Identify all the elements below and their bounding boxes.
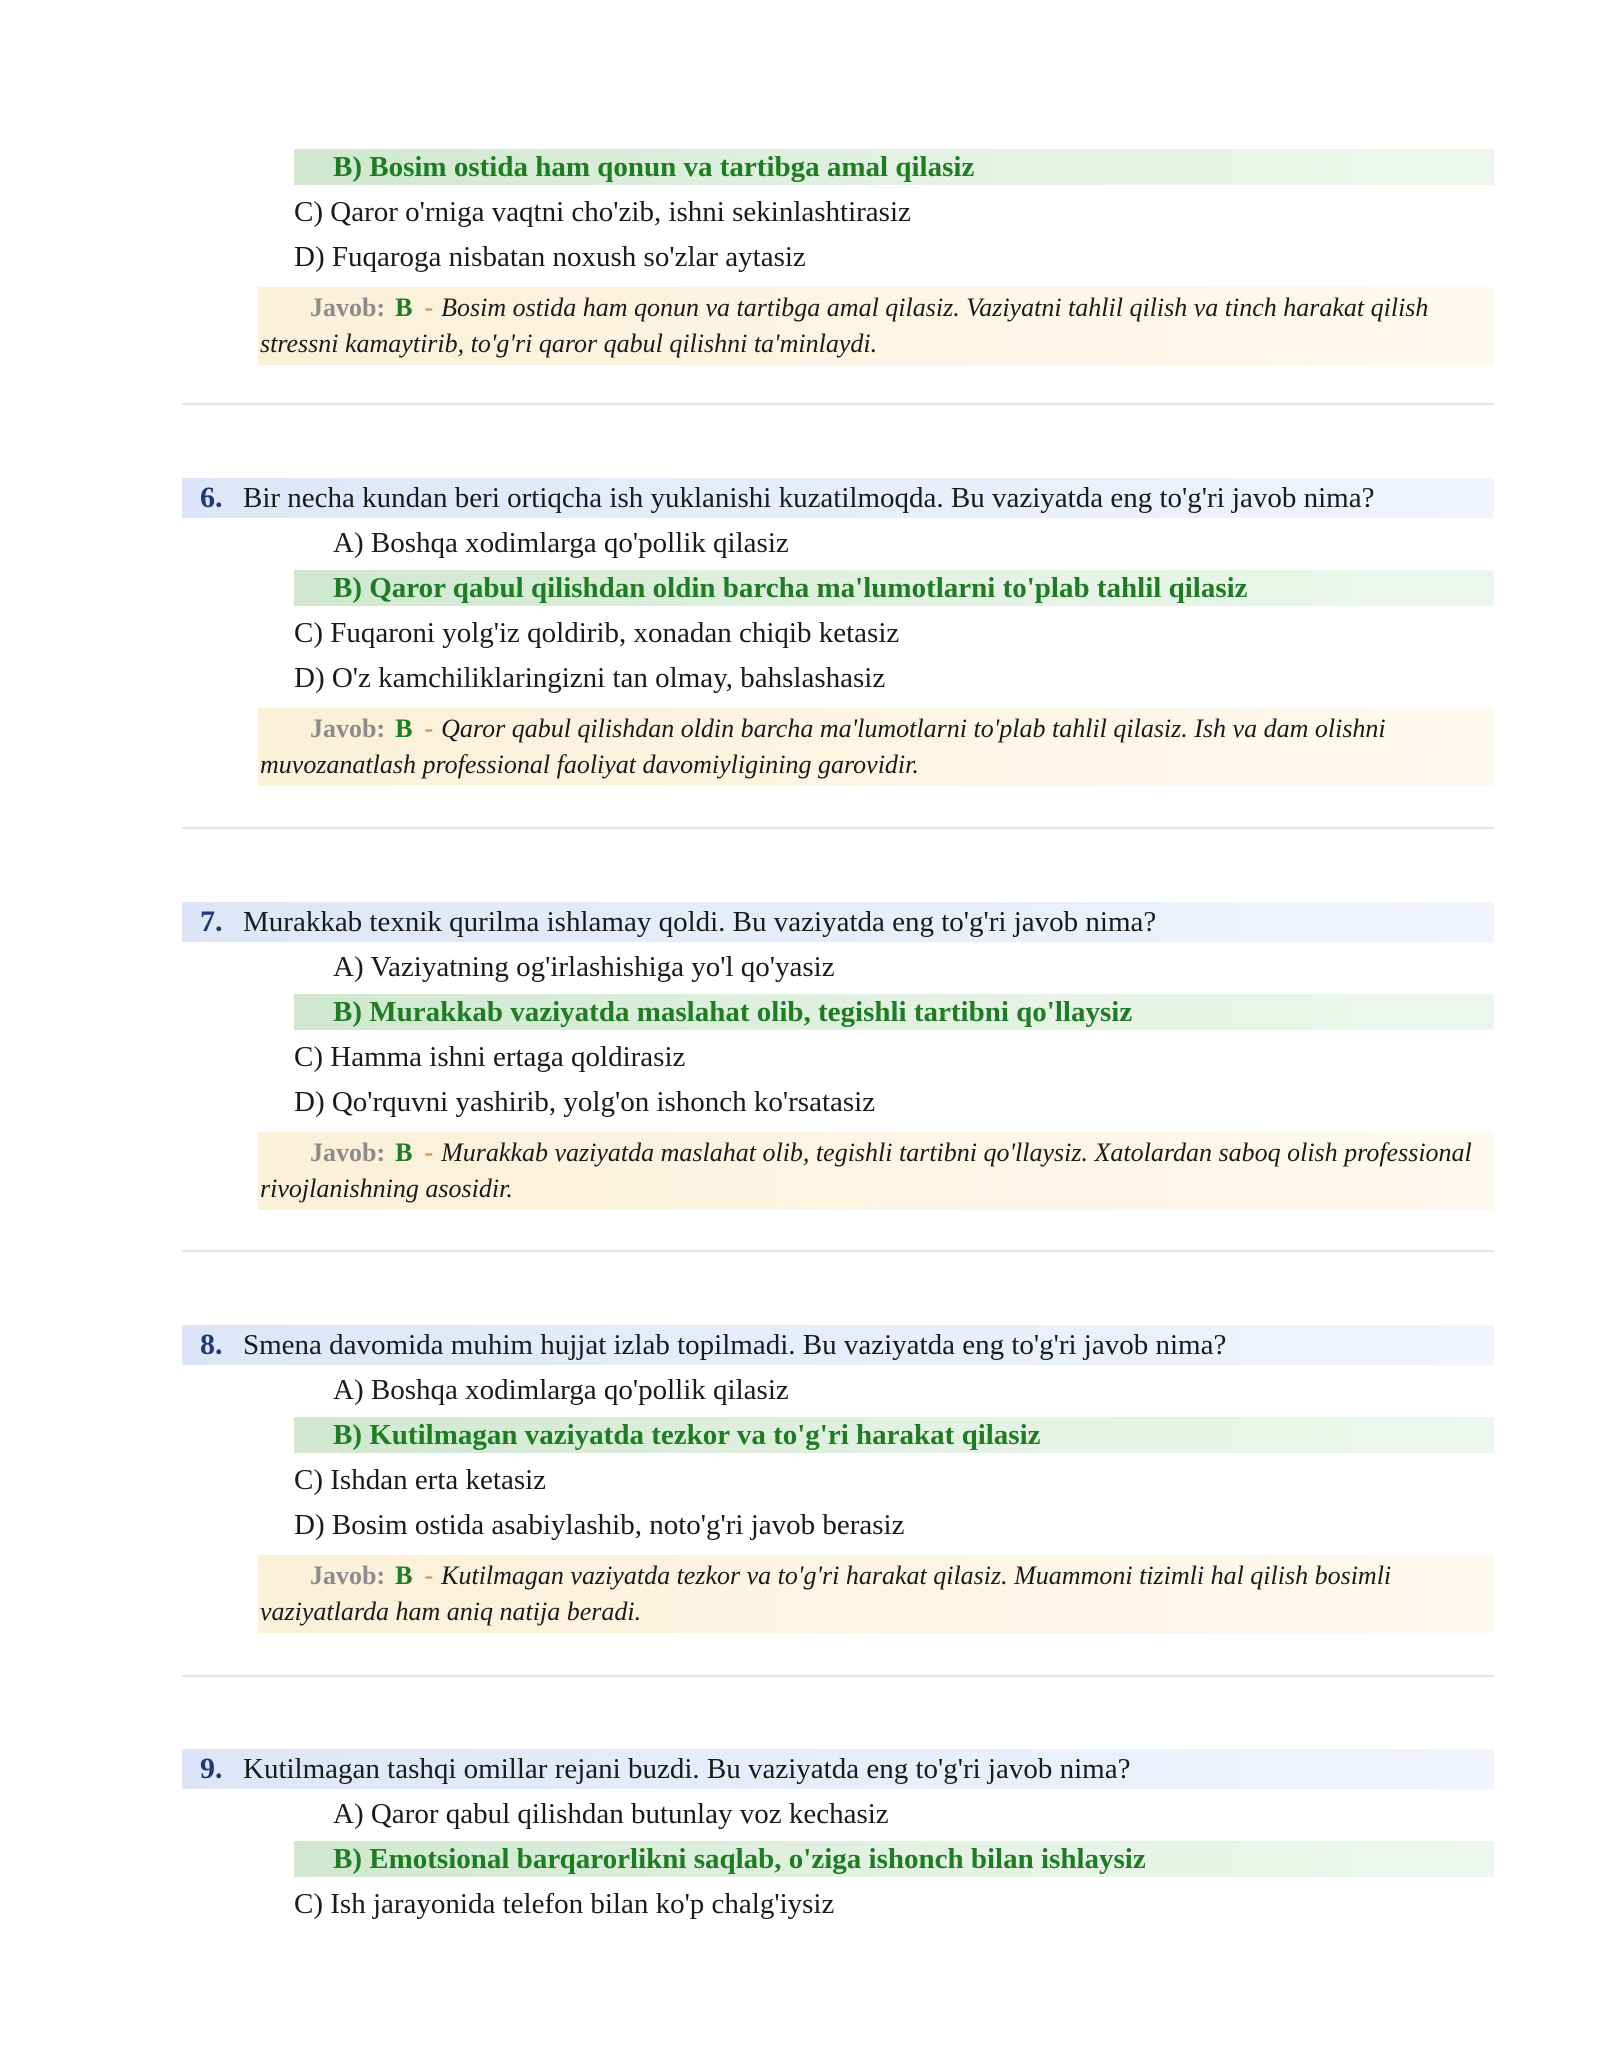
- question-text: Smena davomida muhim hujjat izlab topilmadi. Bu vaziyatda eng to'g'ri javob nima?: [243, 1329, 1227, 1361]
- answer-explanation: Qaror qabul qilishdan oldin barcha ma'lumotlarni to'plab tahlil qilasiz. Ish va dam olishni muvozanatlash professional faoliyat davomiyligining garovidir.: [260, 714, 1386, 779]
- question-number: 9.: [200, 1752, 223, 1785]
- divider: [182, 1250, 1494, 1252]
- question-text: Bir necha kundan beri ortiqcha ish yuklanishi kuzatilmoqda. Bu vaziyatda eng to'g'ri javob nima?: [243, 482, 1375, 514]
- question-number: 7.: [200, 905, 223, 938]
- option-b-correct: B) Bosim ostida ham qonun va tartibga amal qilasiz: [294, 149, 1494, 185]
- answer-box: [258, 1555, 1494, 1633]
- answer-letter: B: [395, 293, 413, 322]
- answer-label: Javob:: [310, 1561, 386, 1590]
- option-b-correct: B) Kutilmagan vaziyatda tezkor va to'g'ri harakat qilasiz: [294, 1417, 1494, 1453]
- question-number: 8.: [200, 1328, 223, 1361]
- option-b-correct: B) Murakkab vaziyatda maslahat olib, tegishli tartibni qo'llaysiz: [294, 994, 1494, 1030]
- answer-dash: -: [424, 293, 434, 322]
- divider: [182, 1675, 1494, 1677]
- option-c: C) Fuqaroni yolg'iz qoldirib, xonadan chiqib ketasiz: [294, 617, 900, 649]
- answer-box: [258, 1132, 1494, 1210]
- option-a: A) Boshqa xodimlarga qo'pollik qilasiz: [333, 527, 789, 559]
- answer-dash: -: [424, 714, 434, 743]
- option-b-correct: B) Qaror qabul qilishdan oldin barcha ma'lumotlarni to'plab tahlil qilasiz: [294, 570, 1494, 606]
- answer-dash: -: [424, 1561, 434, 1590]
- answer-explanation: Bosim ostida ham qonun va tartibga amal qilasiz. Vaziyatni tahlil qilish va tinch harakat qilish stressni kamaytirib, to'g'ri qaror qabul qilishni ta'minlaydi.: [260, 293, 1429, 358]
- option-c: C) Ishdan erta ketasiz: [294, 1464, 547, 1496]
- option-c: C) Ish jarayonida telefon bilan ko'p chalg'iysiz: [294, 1888, 835, 1920]
- option-d: D) Qo'rquvni yashirib, yolg'on ishonch ko'rsatasiz: [294, 1086, 876, 1118]
- answer-letter: B: [395, 1561, 413, 1590]
- answer-label: Javob:: [310, 293, 386, 322]
- answer-label: Javob:: [310, 1138, 386, 1167]
- answer-explanation: Murakkab vaziyatda maslahat olib, tegishli tartibni qo'llaysiz. Xatolardan saboq olish professional rivojlanishning asosidir.: [260, 1138, 1472, 1203]
- option-d: D) O'z kamchiliklaringizni tan olmay, bahslashasiz: [294, 662, 886, 694]
- answer-dash: -: [424, 1138, 434, 1167]
- divider: [182, 827, 1494, 829]
- answer-box: [258, 708, 1494, 786]
- option-b-correct: B) Emotsional barqarorlikni saqlab, o'ziga ishonch bilan ishlaysiz: [294, 1841, 1494, 1877]
- question-text: Murakkab texnik qurilma ishlamay qoldi. Bu vaziyatda eng to'g'ri javob nima?: [243, 906, 1157, 938]
- option-d: D) Bosim ostida asabiylashib, noto'g'ri javob berasiz: [294, 1509, 905, 1541]
- answer-letter: B: [395, 714, 413, 743]
- answer-box: [258, 287, 1494, 365]
- answer-label: Javob:: [310, 714, 386, 743]
- option-c: C) Qaror o'rniga vaqtni cho'zib, ishni sekinlashtirasiz: [294, 196, 911, 228]
- option-c: C) Hamma ishni ertaga qoldirasiz: [294, 1041, 686, 1073]
- answer-letter: B: [395, 1138, 413, 1167]
- option-d: D) Fuqaroga nisbatan noxush so'zlar aytasiz: [294, 241, 806, 273]
- answer-explanation: Kutilmagan vaziyatda tezkor va to'g'ri harakat qilasiz. Muammoni tizimli hal qilish bosimli vaziyatlarda ham aniq natija beradi.: [260, 1561, 1392, 1626]
- option-a: A) Vaziyatning og'irlashishiga yo'l qo'yasiz: [333, 951, 835, 983]
- question-number: 6.: [200, 481, 223, 514]
- option-a: A) Boshqa xodimlarga qo'pollik qilasiz: [333, 1374, 789, 1406]
- divider: [182, 403, 1494, 405]
- question-text: Kutilmagan tashqi omillar rejani buzdi. Bu vaziyatda eng to'g'ri javob nima?: [243, 1753, 1131, 1785]
- option-a: A) Qaror qabul qilishdan butunlay voz kechasiz: [333, 1798, 889, 1830]
